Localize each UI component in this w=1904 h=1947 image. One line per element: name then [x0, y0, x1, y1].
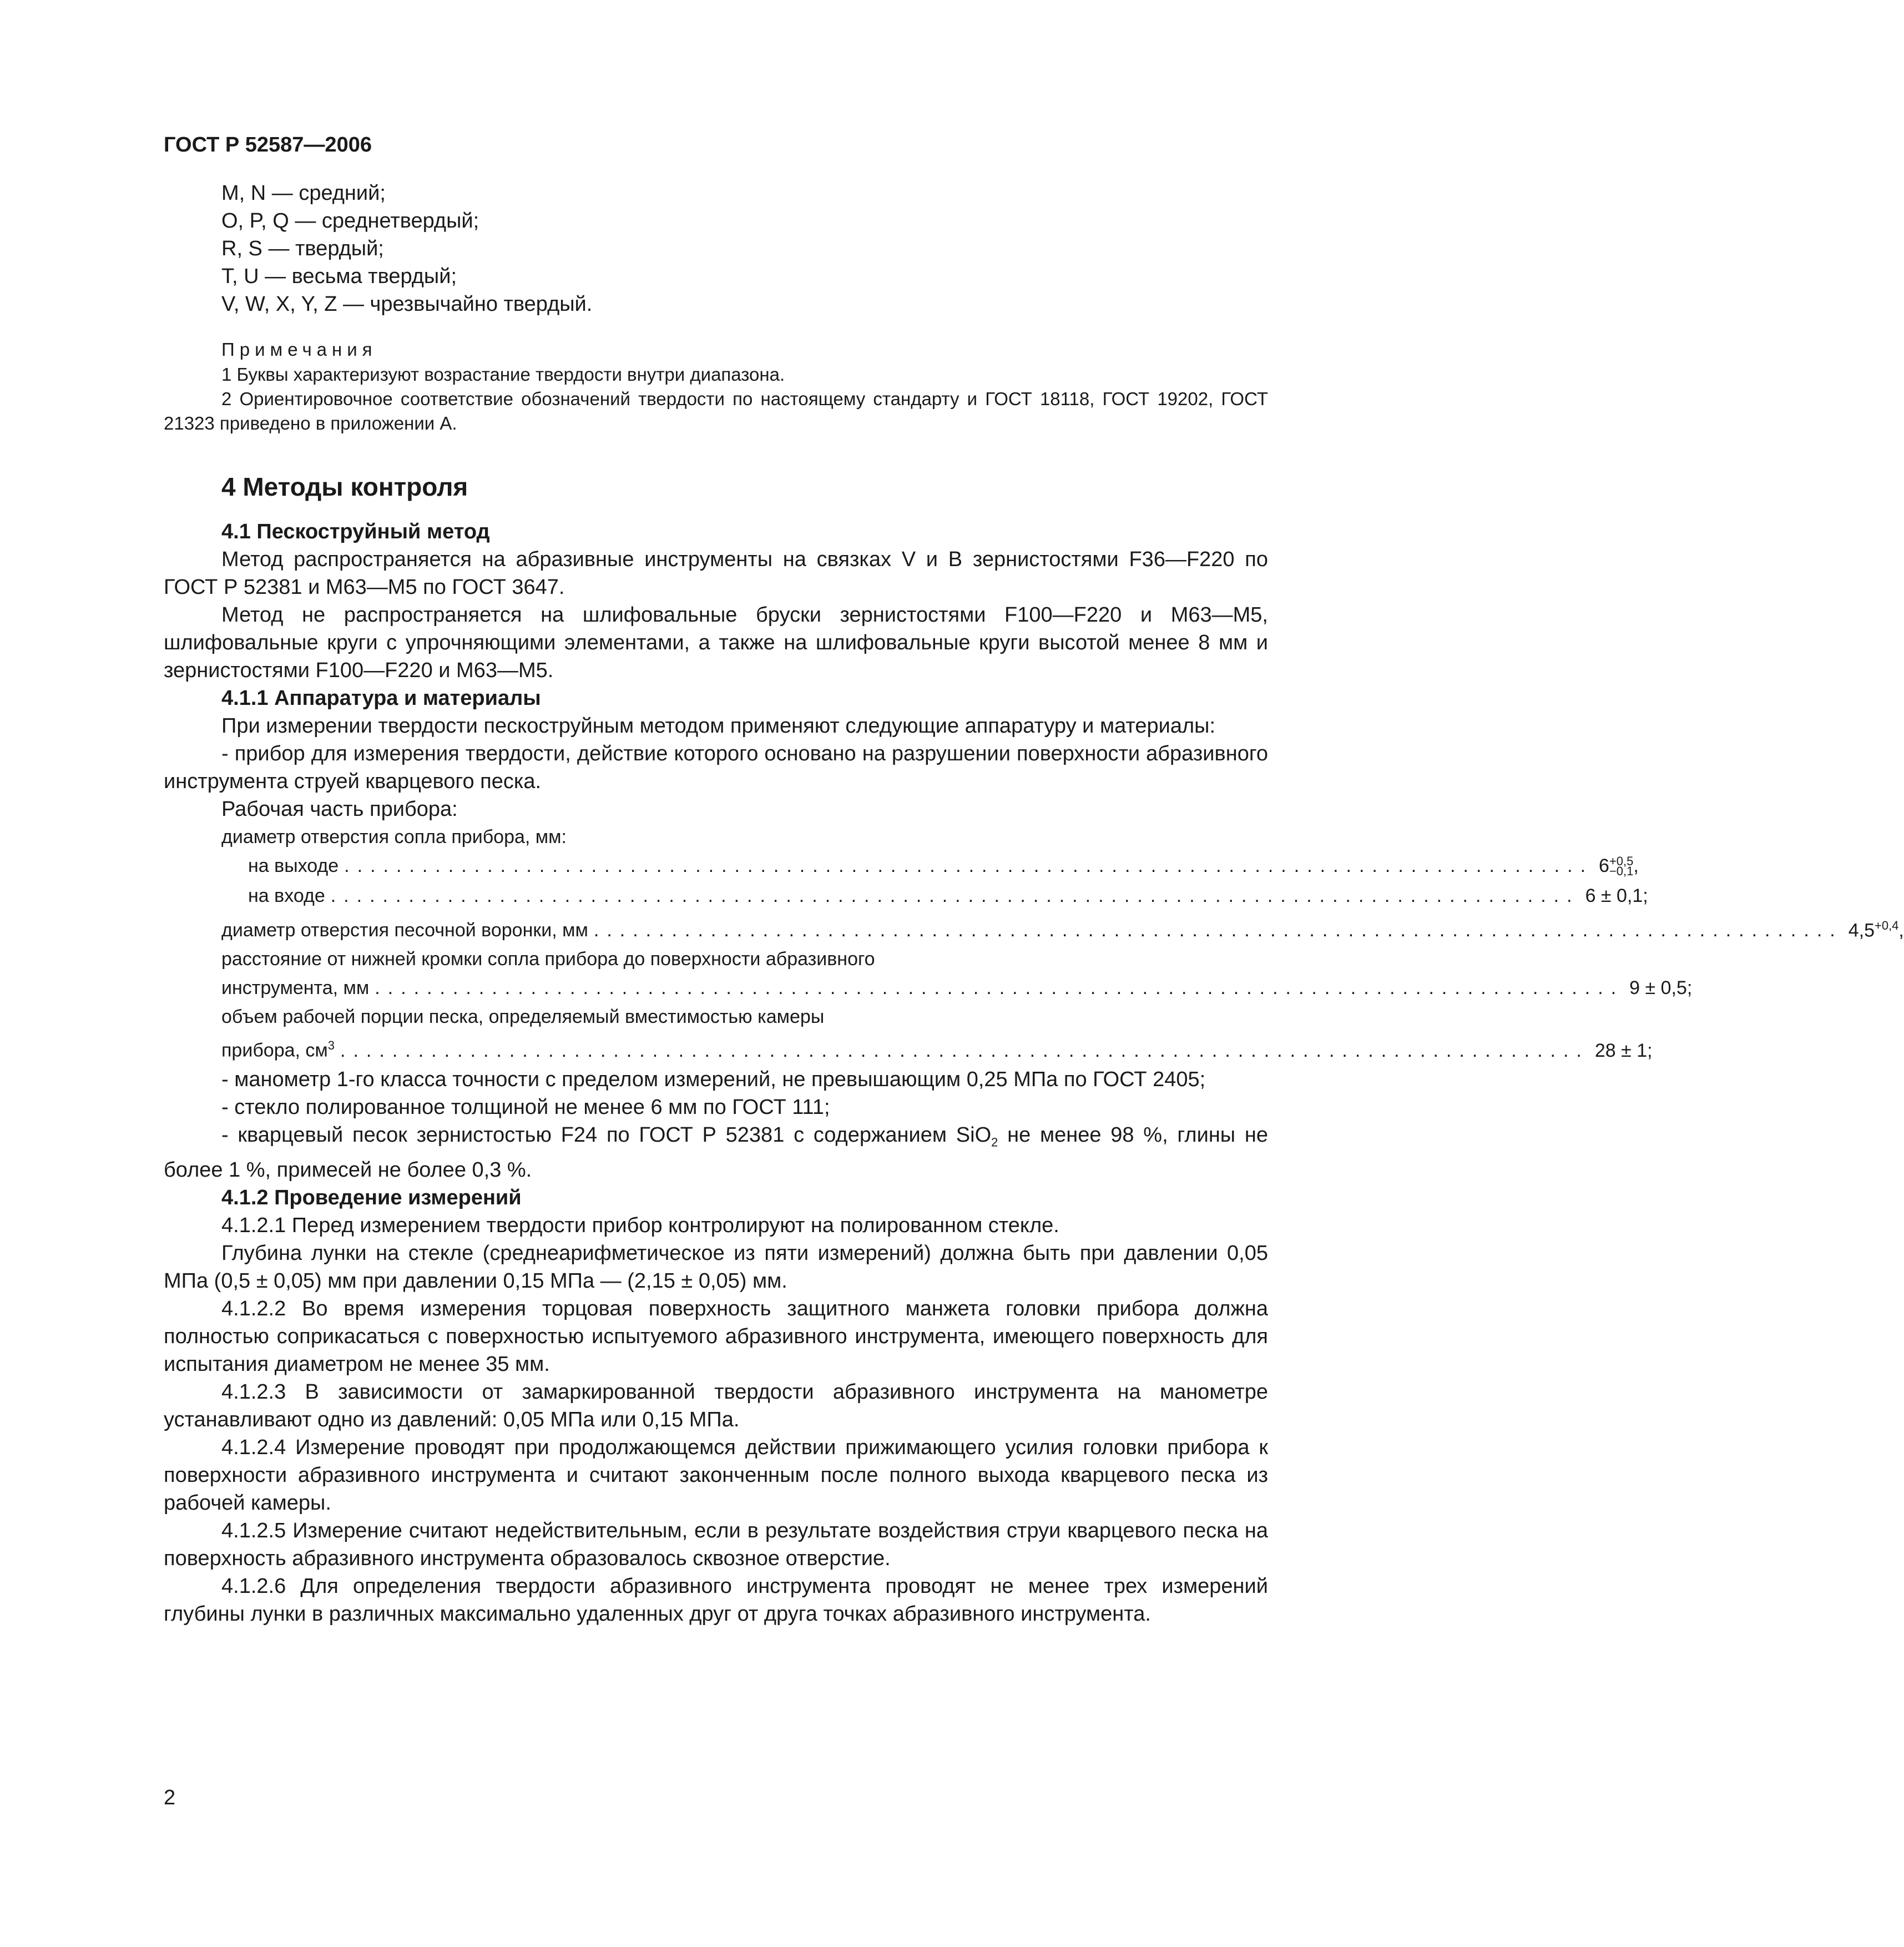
- spec-row-funnel: диаметр отверстия песочной воронки, мм ................................................................................................ $4,5^{+0,4}$,: [221, 911, 1268, 945]
- list-item: V, W, X, Y, Z — чрезвычайно твердый.: [221, 292, 593, 316]
- page-number: 2: [164, 1786, 176, 1809]
- spec-inlet-label: на входе: [248, 885, 325, 906]
- spec-volume-label: объем рабочей порции песка, определяемый вместимостью камеры: [221, 1006, 825, 1028]
- sand-item: - кварцевый песок зернистостью F24 по ГОСТ Р 52381 с содержанием SiO$_2$ не менее 98 %, глины не более 1 %, примесей не более 0,3 %.: [164, 1123, 1268, 1182]
- para-4-1-2-2: 4.1.2.2 Во время измерения торцовая поверхность защитного манжета головки прибора должна полностью соприкасаться с поверхностью испытуемого абразивного инструмента, имеющего поверхность для испытания диаметром не менее 35 мм.: [164, 1297, 1268, 1376]
- section-4-1-para-2: Метод не распространяется на шлифовальные бруски зернистостями F100—F220 и М63—М5, шлифовальные круги с упрочняющими элементами, а также на шлифовальные круги высотой менее 8 мм и зернистостями F100—F220 и М63—М5.: [164, 603, 1268, 682]
- spec-distance-value: 9 ± 0,5;: [1629, 977, 1693, 999]
- para-4-1-2-1b: Глубина лунки на стекле (среднеарифметическое из пяти измерений) должна быть при давлении 0,05 МПа (0,5 ± 0,05) мм при давлении 0,15 МПа — (2,15 ± 0,05) мм.: [164, 1242, 1268, 1293]
- spec-nozzle-label: диаметр отверстия сопла прибора, мм:: [221, 826, 567, 848]
- document-header: ГОСТ Р 52587—2006: [164, 133, 372, 157]
- list-item: M, N — средний;: [221, 181, 386, 205]
- para-4-1-2-5: 4.1.2.5 Измерение считают недействительным, если в результате воздействия струи кварцевого песка на поверхность абразивного инструмента образовалось сквозное отверстие.: [164, 1519, 1268, 1571]
- spec-outlet-label: на выходе: [248, 855, 339, 876]
- section-4-1-1-para-1: При измерении твердости пескоструйным методом применяют следующие аппаратуру и материалы:: [221, 714, 1216, 738]
- spec-volume-value: 28 ± 1;: [1594, 1040, 1653, 1061]
- spec-row-outlet: на выходе ................................................................................................ 6 +0,5 −0,1 ,: [221, 851, 1268, 881]
- list-item: O, P, Q — среднетвердый;: [221, 209, 479, 233]
- document-page: [164, 133, 1904, 1628]
- note-1: 1 Буквы характеризуют возрастание твердости внутри диапазона.: [221, 364, 785, 385]
- para-4-1-2-1: 4.1.2.1 Перед измерением твердости прибор контролируют на полированном стекле.: [221, 1214, 1059, 1238]
- para-4-1-2-4: 4.1.2.4 Измерение проводят при продолжающемся действии прижимающего усилия головки прибора к поверхности абразивного инструмента и считают законченным после полного выхода кварцевого песка из рабочей камеры.: [164, 1436, 1268, 1515]
- section-4-1-1-title: 4.1.1 Аппаратура и материалы: [221, 687, 541, 710]
- list-item: T, U — весьма твердый;: [221, 265, 457, 288]
- section-4-1-para-1: Метод распространяется на абразивные инструменты на связках V и B зернистостями F36—F220 по ГОСТ Р 52381 и М63—М5 по ГОСТ 3647.: [164, 548, 1268, 599]
- spec-outlet-value: 6 +0,5 −0,1 ,: [1599, 854, 1639, 878]
- note-2: 2 Ориентировочное соответствие обозначений твердости по настоящему стандарту и ГОСТ 18118, ГОСТ 19202, ГОСТ 21323 приведено в приложении А.: [164, 389, 1268, 433]
- spec-row-volume: прибора, $см^3$ ................................................................................................ 28 ± 1;: [221, 1031, 1268, 1065]
- para-4-1-2-3: 4.1.2.3 В зависимости от замаркированной твердости абразивного инструмента на манометре устанавливают одно из давлений: 0,05 МПа или 0,15 МПа.: [164, 1380, 1268, 1432]
- manometer-item: - манометр 1-го класса точности с пределом измерений, не превышающим 0,25 МПа по ГОСТ 2405;: [221, 1067, 1206, 1091]
- spec-inlet-value: 6 ± 0,1;: [1585, 885, 1648, 906]
- spec-row-distance: инструмента, мм ................................................................................................ 9 ± 0,5;: [221, 973, 1268, 1003]
- para-4-1-2-6: 4.1.2.6 Для определения твердости абразивного инструмента проводят не менее трех измерений глубины лунки в различных максимально удаленных друг от друга точках абразивного инструмента.: [164, 1575, 1268, 1626]
- section-4-1-title: 4.1 Пескоструйный метод: [221, 520, 490, 543]
- spec-funnel-value: $4,5^{+0,4}$,: [1848, 919, 1904, 941]
- work-part-label: Рабочая часть прибора:: [221, 798, 458, 821]
- hardness-list: [164, 179, 1268, 318]
- spec-row-inlet: на входе ................................................................................................ 6 ± 0,1;: [221, 881, 1268, 911]
- spec-distance-label: расстояние от нижней кромки сопла прибора до поверхности абразивного: [221, 949, 875, 970]
- section-4-title: 4 Методы контроля: [221, 472, 468, 501]
- glass-item: - стекло полированное толщиной не менее 6 мм по ГОСТ 111;: [221, 1095, 830, 1119]
- section-4-1-2-title: 4.1.2 Проведение измерений: [221, 1186, 522, 1210]
- spec-volume-label-2: прибора, $см^3$: [221, 1038, 335, 1061]
- section-4-1-1-para-2: - прибор для измерения твердости, действие которого основано на разрушении поверхности абразивного инструмента струей кварцевого песка.: [164, 742, 1268, 793]
- notes-title: Примечания: [221, 339, 377, 360]
- spec-list: [164, 823, 1904, 1066]
- spec-distance-label-2: инструмента, мм: [221, 977, 370, 999]
- spec-funnel-label: диаметр отверстия песочной воронки, мм: [221, 920, 588, 941]
- list-item: R, S — твердый;: [221, 237, 384, 260]
